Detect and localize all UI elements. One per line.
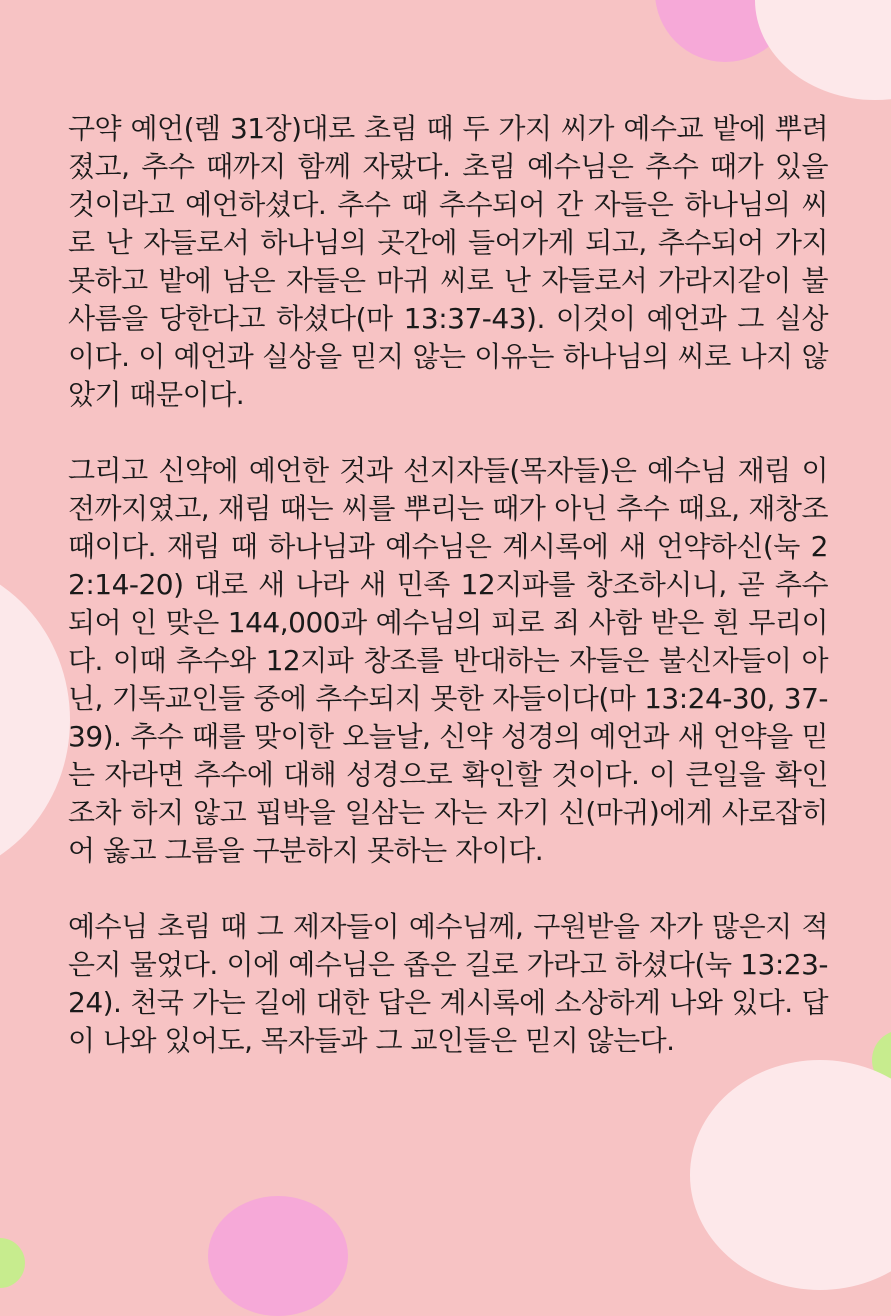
decorative-white-blob-left xyxy=(0,560,70,880)
decorative-pink-blob-bottom xyxy=(208,1196,348,1316)
article-body xyxy=(68,110,828,1098)
decorative-green-blob-bottom xyxy=(0,1238,25,1288)
decorative-white-blob-top xyxy=(755,0,891,100)
paragraph-2: 그리고 신약에 예언한 것과 선지자들(목자들)은 예수님 재림 이전까지였고, 재림 때는 씨를 뿌리는 때가 아닌 추수 때요, 재창조 때이다. 재림 때 하나님과 예수님은 계시록에 새 언약하신(눅 22:14-20) 대로 새 나라 새 민족 12지파를 창조하시니, 곧 추수되어 인 맞은 144,000과 예수님의 피로 죄 사함 받은 흰 무리이다. 이때 추수와 12지파 창조를 반대하는 자들은 불신자들이 아닌, 기독교인들 중에 추수되지 못한 자들이다(마 13:24-30, 37-39). 추수 때를 맞이한 오늘날, 신약 성경의 예언과 새 언약을 믿는 자라면 추수에 대해 성경으로 확인할 것이다. 이 큰일을 확인조차 하지 않고 핍박을 일삼는 자는 자기 신(마귀)에게 사로잡히어 옳고 그름을 구분하지 못하는 자이다. xyxy=(68,454,828,867)
paragraph-3: 예수님 초림 때 그 제자들이 예수님께, 구원받을 자가 많은지 적은지 물었다. 이에 예수님은 좁은 길로 가라고 하셨다(눅 13:23-24). 천국 가는 길에 대한 답은 계시록에 소상하게 나와 있다. 답이 나와 있어도, 목자들과 그 교인들은 믿지 않는다. xyxy=(68,910,828,1057)
paragraph-1: 구약 예언(렘 31장)대로 초림 때 두 가지 씨가 예수교 밭에 뿌려졌고, 추수 때까지 함께 자랐다. 초림 예수님은 추수 때가 있을 것이라고 예언하셨다. 추수 때 추수되어 간 자들은 하나님의 씨로 난 자들로서 하나님의 곳간에 들어가게 되고, 추수되어 가지 못하고 밭에 남은 자들은 마귀 씨로 난 자들로서 가라지같이 불사름을 당한다고 하셨다(마 13:37-43). 이것이 예언과 그 실상이다. 이 예언과 실상을 믿지 않는 이유는 하나님의 씨로 나지 않았기 때문이다. xyxy=(68,112,828,411)
